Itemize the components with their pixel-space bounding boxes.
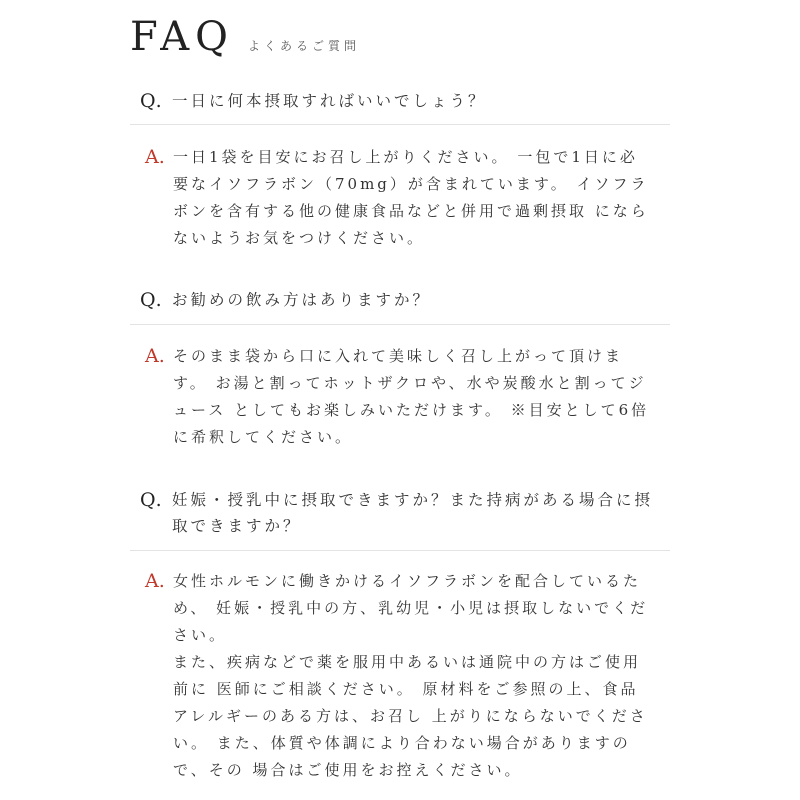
answer-line: さい。: [173, 626, 228, 644]
faq-header: [130, 14, 360, 60]
answer-line: で、その 場合はご使用をお控えください。: [173, 761, 523, 779]
page-title: FAQ: [130, 14, 234, 60]
answer-line: ュース としてもお楽しみいただけます。 ※目安として6倍: [173, 401, 650, 419]
faq-question-2: [140, 287, 670, 313]
question-text: [172, 487, 670, 539]
answer-line: アレルギーのある方は、お召し 上がりにならないでくださ: [173, 707, 648, 725]
answer-mark: A.: [145, 146, 165, 168]
divider: [130, 550, 670, 551]
answer-line: す。 お湯と割ってホットザクロや、水や炭酸水と割ってジ: [173, 374, 647, 392]
answer-line: 一日1袋を目安にお召し上がりください。 一包で1日に必: [173, 148, 638, 166]
answer-mark: A.: [145, 345, 165, 367]
answer-text: [173, 343, 665, 451]
faq-answer-1: [145, 144, 665, 252]
question-text: 一日に何本摂取すればいいでしょう？: [172, 92, 487, 110]
answer-line: そのまま袋から口に入れて美味しく召し上がって頂けま: [173, 347, 624, 365]
question-mark: Q.: [140, 489, 163, 511]
answer-line: 要なイソフラボン（70mg）が含まれています。 イソフラ: [173, 175, 649, 193]
answer-line: め、 妊娠・授乳中の方、乳幼児・小児は摂取しないでくだ: [173, 599, 649, 617]
faq-answer-2: [145, 343, 665, 451]
divider: [130, 124, 670, 125]
question-mark: Q.: [140, 289, 163, 311]
question-line: 妊娠・授乳中に摂取できますか？また持病がある場合に摂: [172, 491, 654, 509]
answer-line: また、疾病などで薬を服用中あるいは通院中の方はご使用: [173, 653, 642, 671]
answer-mark: A.: [145, 570, 165, 592]
page-subtitle: よくあるご質問: [247, 39, 360, 53]
answer-line: ないようお気をつけください。: [173, 229, 426, 247]
answer-text: [173, 144, 665, 252]
question-text: お勧めの飲み方はありますか？: [172, 291, 432, 309]
faq-question-3: [140, 487, 670, 539]
divider: [130, 324, 670, 325]
question-line: 取できますか？: [172, 517, 302, 535]
answer-line: い。 また、体質や体調により合わない場合がありますの: [173, 734, 631, 752]
faq-question-1: [140, 88, 670, 114]
answer-line: ボンを含有する他の健康食品などと併用で過剰摂取 になら: [173, 202, 649, 220]
answer-text: [173, 568, 665, 784]
answer-line: 女性ホルモンに働きかけるイソフラボンを配合しているた: [173, 572, 642, 590]
question-mark: Q.: [140, 90, 163, 112]
answer-line: に希釈してください。: [173, 428, 354, 446]
answer-line: 前に 医師にご相談ください。 原材料をご参照の上、食品: [173, 680, 639, 698]
faq-answer-3: [145, 568, 665, 784]
